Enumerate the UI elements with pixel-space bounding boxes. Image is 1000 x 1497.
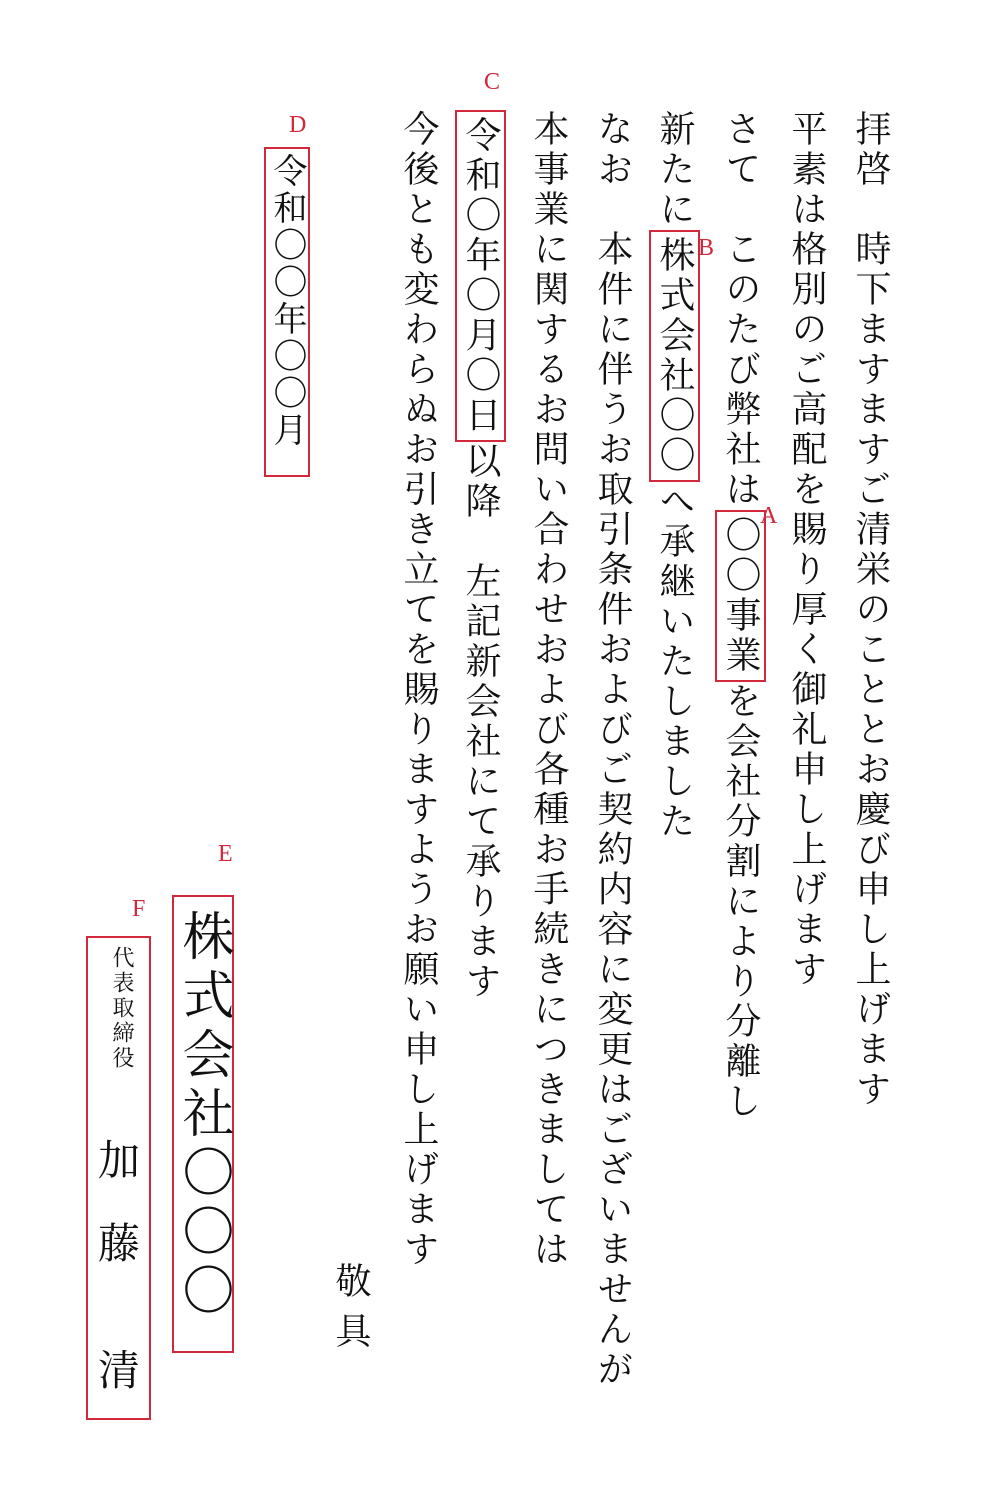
representative-field[interactable] xyxy=(86,936,151,1420)
line7-after: 以降 左記新会社にて承ります xyxy=(460,442,501,1002)
date-field[interactable] xyxy=(264,147,310,477)
marker-c: C xyxy=(484,69,501,95)
representative-name-2: 藤 xyxy=(98,1219,141,1268)
representative-name-3: 清 xyxy=(98,1346,141,1395)
business-name-field[interactable]: 〇〇事業 xyxy=(715,510,766,682)
letter-line-2 xyxy=(786,110,827,990)
line4-after: へ承継いたしました xyxy=(654,482,695,842)
closing-request-line: 今後とも変わらぬお引き立てを賜りますようお願い申し上げます xyxy=(398,110,439,1270)
line3-after: を会社分割により分離し xyxy=(720,682,761,1122)
marker-e: E xyxy=(218,841,233,867)
sender-company-text: 株式会社〇〇〇 xyxy=(173,909,233,1322)
marker-b: B xyxy=(698,235,715,261)
letter-line-3 xyxy=(720,110,761,1122)
marker-d: D xyxy=(289,112,307,138)
line4-before: 新たに xyxy=(654,110,695,230)
letter-line-7 xyxy=(460,110,501,1002)
marker-a: A xyxy=(760,503,778,529)
new-company-field[interactable]: 株式会社〇〇 xyxy=(649,230,700,482)
date-text: 令和〇〇年〇〇月 xyxy=(267,153,307,449)
marker-f: F xyxy=(132,896,146,922)
letter-line-8 xyxy=(398,110,439,1270)
closing-word xyxy=(330,1262,371,1362)
keigu-text: 敬具 xyxy=(330,1262,371,1362)
letter-line-1 xyxy=(850,110,891,1110)
representative-name-1: 加 xyxy=(98,1136,141,1185)
greeting-line: 拝啓 時下ますますご清栄のこととお慶び申し上げます xyxy=(850,110,891,1110)
representative-title: 代表取締役 xyxy=(109,946,134,1071)
notice-line: なお 本件に伴うお取引条件およびご契約内容に変更はございませんが xyxy=(592,110,633,1390)
thanks-line: 平素は格別のご高配を賜り厚く御礼申し上げます xyxy=(786,110,827,990)
line3-before: さて このたび弊社は xyxy=(720,110,761,510)
inquiry-line: 本事業に関するお問い合わせおよび各種お手続きにつきましては xyxy=(528,110,569,1270)
letter-line-4 xyxy=(654,110,695,842)
sender-company-field[interactable] xyxy=(172,895,234,1353)
letter-line-5 xyxy=(592,110,633,1390)
effective-date-field[interactable]: 令和〇年〇月〇日 xyxy=(455,110,506,442)
letter-line-6 xyxy=(528,110,569,1270)
